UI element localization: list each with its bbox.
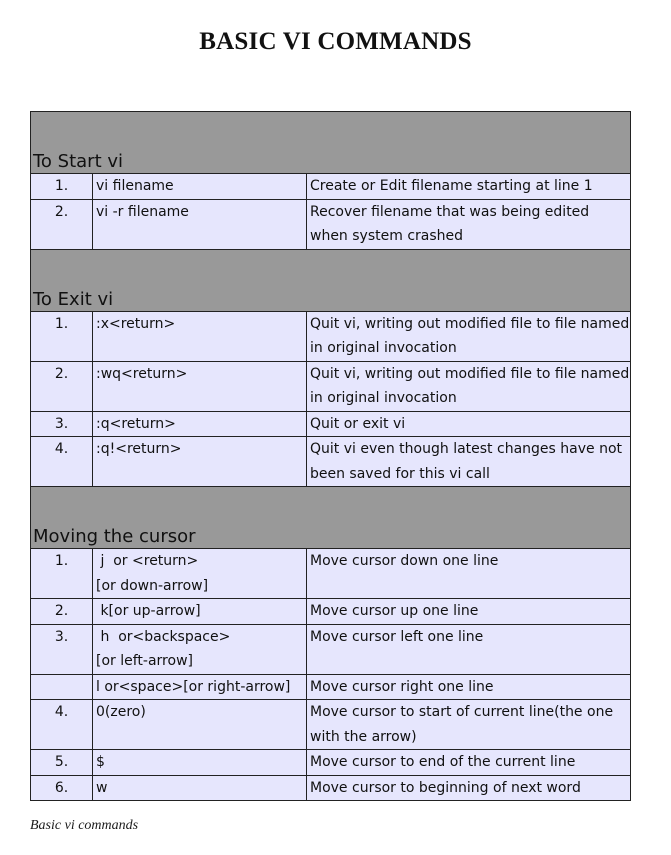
- row-number: 1.: [31, 549, 93, 599]
- row-description: Quit vi, writing out modified file to file named in original invocation: [307, 311, 631, 361]
- table-row: [31, 199, 631, 249]
- table-row: [31, 775, 631, 801]
- section-header-row: [31, 487, 631, 549]
- row-description: Quit vi even though latest changes have not been saved for this vi call: [307, 437, 631, 487]
- row-number: 2.: [31, 599, 93, 625]
- row-description: Move cursor up one line: [307, 599, 631, 625]
- row-command: k[or up-arrow]: [93, 599, 307, 625]
- row-number: 5.: [31, 750, 93, 776]
- row-command: :x<return>: [93, 311, 307, 361]
- row-command: h or<backspace> [or left-arrow]: [93, 624, 307, 674]
- row-number: 4.: [31, 700, 93, 750]
- row-description: Move cursor left one line: [307, 624, 631, 674]
- row-description: Move cursor to end of the current line: [307, 750, 631, 776]
- row-number: 3.: [31, 624, 93, 674]
- vi-commands-table: [30, 111, 634, 801]
- table-row: [31, 411, 631, 437]
- table-row: [31, 311, 631, 361]
- row-number: 6.: [31, 775, 93, 801]
- section-heading: To Exit vi: [31, 249, 631, 311]
- row-description: Move cursor down one line: [307, 549, 631, 599]
- row-command: vi -r filename: [93, 199, 307, 249]
- table-row: [31, 599, 631, 625]
- section-header-row: [31, 249, 631, 311]
- table-row: [31, 174, 631, 200]
- row-description: Recover filename that was being edited when system crashed: [307, 199, 631, 249]
- row-number: 2.: [31, 199, 93, 249]
- page-title: BASIC VI COMMANDS: [199, 28, 472, 55]
- table-row: [31, 674, 631, 700]
- row-description: Create or Edit filename starting at line 1: [307, 174, 631, 200]
- row-command: vi filename: [93, 174, 307, 200]
- table-row: [31, 361, 631, 411]
- figure-caption: Basic vi commands: [30, 818, 139, 833]
- row-description: Move cursor to beginning of next word: [307, 775, 631, 801]
- row-description: Move cursor to start of current line(the one with the arrow): [307, 700, 631, 750]
- row-description: Move cursor right one line: [307, 674, 631, 700]
- section-header-row: [31, 112, 631, 174]
- row-number: 1.: [31, 311, 93, 361]
- row-command: j or <return> [or down-arrow]: [93, 549, 307, 599]
- row-command: :wq<return>: [93, 361, 307, 411]
- section-heading: Moving the cursor: [31, 487, 631, 549]
- row-number: [31, 674, 93, 700]
- row-command: w: [93, 775, 307, 801]
- row-description: Quit vi, writing out modified file to file named in original invocation: [307, 361, 631, 411]
- row-command: :q<return>: [93, 411, 307, 437]
- row-number: 1.: [31, 174, 93, 200]
- row-command: $: [93, 750, 307, 776]
- row-number: 2.: [31, 361, 93, 411]
- table-row: [31, 549, 631, 599]
- row-command: :q!<return>: [93, 437, 307, 487]
- section-heading: To Start vi: [31, 112, 631, 174]
- row-description: Quit or exit vi: [307, 411, 631, 437]
- row-number: 3.: [31, 411, 93, 437]
- table-row: [31, 624, 631, 674]
- table-row: [31, 750, 631, 776]
- table-row: [31, 700, 631, 750]
- table-body: [31, 112, 634, 801]
- row-number: 4.: [31, 437, 93, 487]
- table-row: [31, 437, 631, 487]
- row-command: 0(zero): [93, 700, 307, 750]
- row-command: l or<space>[or right-arrow]: [93, 674, 307, 700]
